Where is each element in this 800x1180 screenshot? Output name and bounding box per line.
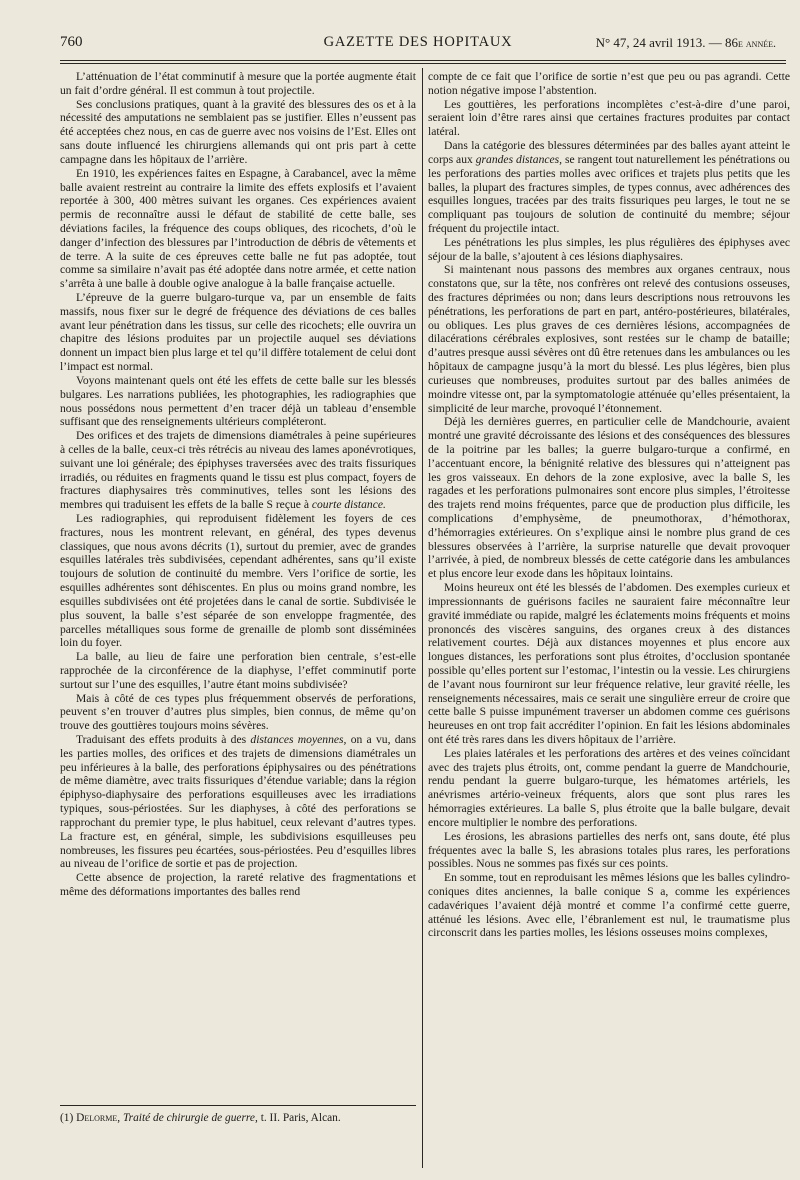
paragraph: Les plaies latérales et les perforations des artères et des veines coïncidant avec des trajets plus étroits, ont, comme pendant la guerre de Mandchourie, rendu pendant la guerre bulgaro-turque, les hématomes artériels, les anévrismes artério-veineux fréquents, alors que sont plus rares les hémorragies extérieures. La balle S, plus étroite que la balle bulgare, devait encore multiplier le nombre des perforations. — [428, 746, 790, 829]
footnote-rule — [60, 1105, 416, 1106]
column-divider — [422, 68, 423, 1168]
header-rule-double — [60, 63, 786, 64]
left-column — [60, 70, 416, 1100]
issue-year: e année. — [738, 36, 776, 50]
paragraph: La balle, au lieu de faire une perforation bien centrale, s’est-elle rapprochée de la circonférence de la diaphyse, l’effet comminutif porte surtout sur l’une des esquilles, l’autre étant moins subdivisée? — [60, 650, 416, 691]
paragraph: En 1910, les expériences faites en Espagne, à Carabancel, avec la même balle avaient restreint au contraire la limite des effets explosifs et l’avaient reportée à 300, 400 mètres suivant les organes. Ces expériences avaient permis de reconnaître aussi le défaut de stabilité de cette balle, ses déviations faciles, la fréquence des coups obliques, des ricochets, d’où le danger d’infection des blessures par l’introduction de débris de vêtements et de terre. A la suite de ces épreuves cette balle ne fut pas adoptée, tout comme sa similaire n’avait pas été adoptée dans notre armée, et cette nation s’arrêta à une balle à double ogive analogue à la balle française actuelle. — [60, 166, 416, 291]
paragraph: Les gouttières, les perforations incomplètes c’est-à-dire d’une paroi, seraient loin d’être rares ainsi que certaines fractures produites par contact latéral. — [428, 97, 790, 139]
issue-info — [596, 35, 776, 51]
paragraph: Les érosions, les abrasions partielles des nerfs ont, sans doute, été plus fréquentes avec la balle S, les abrasions totales plus rares, les perforations possibles. Nous ne sommes pas fixés sur ces points. — [428, 829, 790, 871]
paragraph: Les pénétrations les plus simples, les plus régulières des épiphyses avec séjour de la balle, s’ajoutent à ces lésions diaphysaires. — [428, 235, 790, 263]
paragraph: Mais à côté de ces types plus fréquemment observés de perforations, peuvent s’en trouver d’autres plus simples, bien connus, de même qu’on trouve des gouttières toujours moins sévères. — [60, 691, 416, 733]
header-rule — [60, 60, 786, 61]
paragraph: Des orifices et des trajets de dimensions diamétrales à peine supérieures à celles de la balle, ceux-ci très rétrécis au niveau des lames aponévrotiques, suivant une loi générale; des épiphyses traversées avec des traits fissuriques irradiés, ou réduites en fragments quand le tissu est plus compact, foyers de fractures diaphysaires très comminutives, telles sont les lésions des membres qui traduisent les effets de la balle S reçue à courte distance. — [60, 429, 416, 512]
footnote-author: Delorme, — [76, 1112, 121, 1124]
right-column — [428, 70, 790, 1160]
paragraph: L’épreuve de la guerre bulgaro-turque va, par un ensemble de faits massifs, nous fixer sur le degré de fréquence des déviations de ces balles avant leur pénétration dans les tissus, sur celle des ricochets; elle ouvrira un chapitre des lésions produites par un projectile auquel ses déviations donnent un impact bien plus large et tel qu’il diffère totalement de celui dont l’impact est normal. — [60, 291, 416, 374]
paragraph: Dans la catégorie des blessures déterminées par des balles ayant atteint le corps aux grandes distances, se rangent tout naturellement les pénétrations ou les perforations des parties molles avec orifices et trajets plus petits que les balles, la plupart des fractures simples, de types connus, avec adhérences des esquilles longues, tracées par des traits fissuriques peu larges, le tout ne se compliquant pas toujours de solution de continuité du membre; séjour fréquent du projectile intact. — [428, 139, 790, 235]
paragraph: L’atténuation de l’état comminutif à mesure que la portée augmente était un fait d’ordre général. Il est commun à tout projectile. — [60, 70, 416, 97]
paragraph: Moins heureux ont été les blessés de l’abdomen. Des exemples curieux et impressionnants de guérisons faciles ne sauraient faire méconnaître leur gravité immédiate ou rapide, malgré les éclatements moins fréquents et moins prononcés des viscères sanguins, des organes creux à des distances relativement courtes. Déjà aux distances moyennes et plus encore aux longues distances, les perforations sont plus étroites, d’occlusion spontanée possible qu’elles portent sur l’estomac, l’intestin ou la vessie. Les chirurgiens de l’avant nous fourniront sur leur fréquence relative, leur gravité réelle, les renseignements nécessaires, mais ce serait une singulière erreur de croire que cette balle S puisse impunément traverser un abdomen comme ces guérisons heureuses en ont trop fait accréditer l’opinion. En fait les lésions abdominales ont été très rares dans les divers hôpitaux de l’arrière. — [428, 581, 790, 746]
paragraph: Cette absence de projection, la rareté relative des fragmentations et même des déformations importantes des balles rend — [60, 871, 416, 898]
page-number: 760 — [60, 34, 83, 50]
paragraph: En somme, tout en reproduisant les mêmes lésions que les balles cylindro-coniques dites anciennes, la balle conique S a, comme les expériences cadavériques l’avaient déjà montré et comme l’a confirmé cette guerre, atténué les lésions. Avec elle, l’ébranlement est nul, le traumatisme plus circonscrit dans les parties molles, les lésions osseuses moins complexes, — [428, 871, 790, 940]
footnote-title: Traité de chirurgie de guerre, — [120, 1112, 258, 1124]
paragraph: compte de ce fait que l’orifice de sortie n’est que peu ou pas agrandi. Cette notion négative impose l’abstention. — [428, 70, 790, 97]
footnote: (1) Delorme, Traité de chirurgie de guerre, t. II. Paris, Alcan. — [60, 1112, 341, 1124]
issue-date: N° 47, 24 avril 1913. — 86 — [595, 35, 738, 50]
page-header — [60, 34, 776, 56]
journal-title: GAZETTE DES HOPITAUX — [323, 34, 513, 50]
paragraph: Les radiographies, qui reproduisent fidèlement les foyers de ces fractures, nous les montrent relevant, en général, des types devenus classiques, que nous avons décrits (1), surtout du premier, avec de grandes esquilles latérales très subdivisées, cependant adhérentes, sans qu’il existe toujours de solution de continuité du membre. Vers l’orifice de sortie, les esquilles adhérentes sont déhiscentes. En plus ou moins grand nombre, les esquilles subdivisées ont été projetées dans le canal de sortie. Subdivisée le plus souvent, la balle s’est séparée de son enveloppe fragmentée, des parcelles métalliques sous forme de grenaille de plomb sont disséminées loin du foyer. — [60, 512, 416, 650]
paragraph: Ses conclusions pratiques, quant à la gravité des blessures des os et à la nécessité des amputations ne semblaient pas se justifier. Elles n’eussent pas été acceptées chez nous, en cas de guerre avec nos voisins de l’Est. Elles ont sans doute influencé les chirurgiens allemands qui ont pris part à cette campagne dans les hôpitaux de l’arrière. — [60, 97, 416, 166]
paragraph: Si maintenant nous passons des membres aux organes centraux, nous constatons que, sur la tête, nos confrères ont relevé des contusions osseuses, des fractures déprimées ou non; dans leurs descriptions nous retrouvons les pénétrations, les perforations de part en part, antéro-postérieures, bilatérales, ou obliques. Les plus graves de ces dernières lésions, accompagnées de dilacérations cérébrales explosives, sont restées sur le champ de bataille; d’autres presque aussi sévères ont dû être retenues dans les ambulances ou les hôpitaux de campagne jusqu’à la mort du blessé. Les plus légères, bien plus curieuses que nombreuses, produites surtout par des balles animées de moindre vitesse ont, par la symptomatologie atténuée qu’elles présentaient, la simplicité de leur marche, provoqué l’étonnement. — [428, 263, 790, 415]
paragraph: Voyons maintenant quels ont été les effets de cette balle sur les blessés bulgares. Les narrations publiées, les photographies, les radiographies que nous possédons nous permettent d’en tracer déjà un tableau d’ensemble suffisant que des renseignements ultérieurs compléteront. — [60, 373, 416, 429]
paragraph: Déjà les dernières guerres, en particulier celle de Mandchourie, avaient montré une gravité décroissante des lésions et des conséquences des blessures de la poitrine par les balles; la guerre bulgaro-turque a confirmé, en l’accentuant encore, la bénignité relative des blessures qui n’atteignent pas les gros vaisseaux. En dehors de la zone explosive, avec la balle S, les ragades et les perforations pulmonaires sont encore plus simples, l’étroitesse des trajets rend moins fréquentes, parce que de production plus difficile, les complications d’emphysème, de pneumothorax, d’hémothorax, d’hémorragies extérieures. On s’explique ainsi le nombre plus grand de ces blessures observées à l’arrière, la surprise naturelle que devait provoquer l’arrivée, à pied, de nombreux blessés de cette catégorie dans les ambulances et plus encore leur exode dans les hôpitaux lointains. — [428, 415, 790, 581]
paragraph: Traduisant des effets produits à des distances moyennes, on a vu, dans les parties molles, des orifices et des trajets de dimensions diamétrales un peu inférieures à la balle, des perforations épiphysaires ou des pénétrations de même diamètre, avec traits fissuriques d’étendue variable; dans la région épiphyso-diaphysaire des perforations esquilleuses avec les irradiations typiques, sous-périostées. Sur les diaphyses, à côté des perforations se rapprochant du premier type, le plus habituel, ceux relevant d’autres types. La fracture est, en général, simple, les subdivisions esquilleuses peu nombreuses, les fissures peu écartées, sous-périostées. Peu d’esquilles libres au niveau de l’orifice de sortie et pas de projection. — [60, 733, 416, 871]
